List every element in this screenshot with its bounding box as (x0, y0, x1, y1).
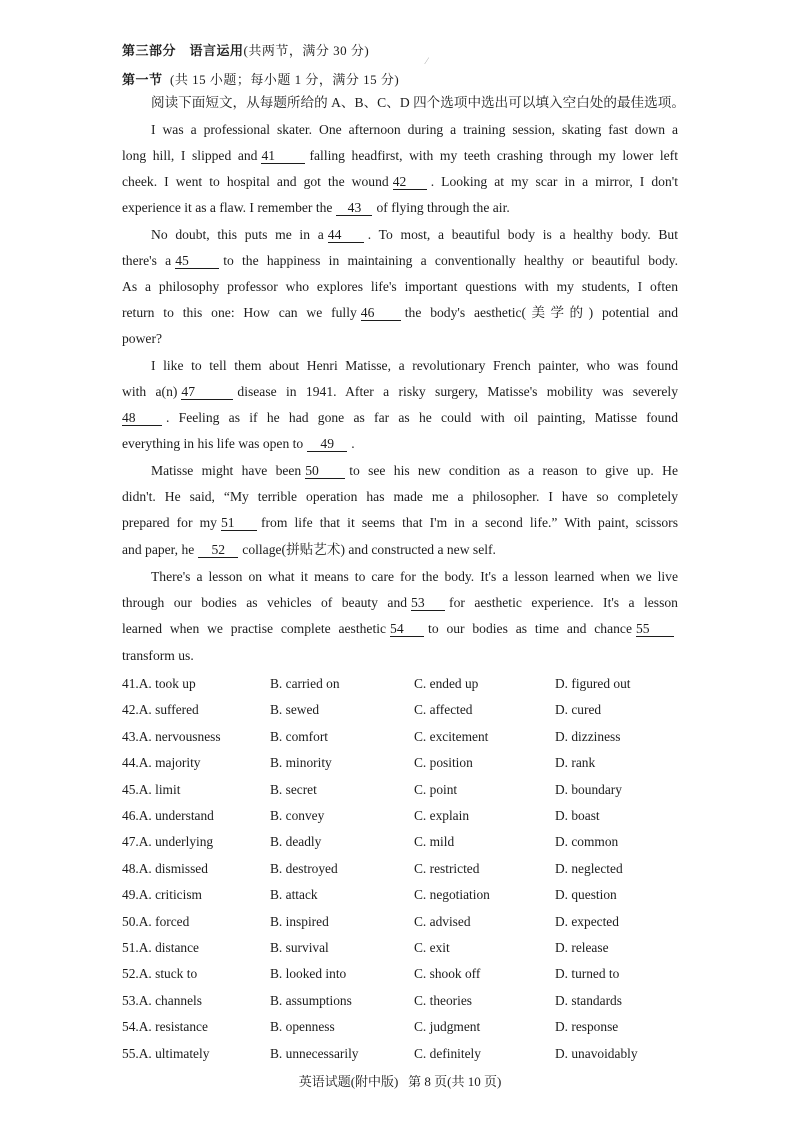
option-d: D. unavoidably (555, 1045, 638, 1061)
blank-46: 46 (361, 305, 401, 321)
option-row (122, 861, 722, 879)
option-text: A. took up (138, 676, 196, 691)
option-d: D. neglected (555, 860, 623, 876)
blank-45: 45 (175, 253, 219, 269)
option-c: C. exit (414, 940, 450, 955)
option-c: C. point (414, 781, 458, 797)
blank-49: 49 (307, 436, 347, 452)
blank-51: 51 (221, 515, 257, 531)
p5-line2 (122, 594, 678, 612)
option-b: B. carried on (270, 676, 340, 691)
option-b: B. looked into (270, 966, 347, 982)
text: everything in his life was open to (122, 436, 304, 451)
option-text: A. underlying (138, 834, 214, 850)
option-b: B. destroyed (270, 860, 338, 876)
question-number: 44. (122, 755, 139, 771)
option-a (122, 1019, 208, 1035)
p1-line3 (122, 173, 678, 191)
option-d: D. release (555, 940, 609, 955)
footer-page: 第 8 页(共 10 页) (408, 1074, 502, 1089)
option-text: A. majority (138, 755, 201, 771)
option-d: D. standards (555, 992, 622, 1008)
option-text: A. criticism (138, 887, 202, 903)
p1-line1: I was a professional skater. One afternoon during a training session, skating fast down a (151, 122, 678, 137)
part-heading (122, 40, 369, 59)
option-text: A. ultimately (138, 1045, 210, 1061)
option-c: C. definitely (414, 1045, 481, 1061)
text: learned when we practise complete aesthetic (122, 621, 387, 636)
option-a (122, 702, 199, 718)
option-row (122, 729, 722, 747)
option-c: C. negotiation (414, 887, 490, 903)
text: to the happiness in maintaining a conventionally healthy or beautiful body. (223, 253, 678, 268)
option-d: D. turned to (555, 966, 620, 982)
option-c: C. advised (414, 913, 471, 929)
text: cheek. I went to hospital and got the wound (122, 174, 389, 189)
option-row (122, 808, 722, 826)
option-row (122, 966, 722, 984)
option-b: B. minority (270, 755, 332, 771)
footer-subject: 英语试题(附中版) (298, 1074, 399, 1089)
option-a (122, 940, 199, 956)
option-c: C. explain (414, 808, 470, 823)
option-text: A. distance (138, 940, 199, 955)
text: falling headfirst, with my teeth crashing through my lower left (309, 148, 678, 163)
page-footer (0, 1071, 800, 1090)
question-number: 46. (122, 808, 139, 823)
option-c: C. mild (414, 834, 455, 850)
option-d: D. common (555, 834, 619, 850)
option-b: B. secret (270, 781, 317, 797)
option-a (122, 676, 196, 692)
p3-line2 (122, 383, 678, 401)
text: of flying through the air. (376, 200, 510, 215)
option-a (122, 887, 202, 903)
option-row (122, 755, 722, 773)
option-c: C. excitement (414, 728, 489, 744)
text: disease in 1941. After a risky surgery, Matisse's mobility was severely (237, 384, 678, 399)
question-number: 54. (122, 1019, 139, 1035)
question-number: 45. (122, 781, 139, 797)
section-heading (122, 69, 399, 88)
option-d: D. dizziness (555, 728, 621, 744)
option-a (122, 861, 208, 877)
option-d: D. cured (555, 702, 602, 718)
text: No doubt, this puts me in a (151, 227, 324, 242)
option-b: B. comfort (270, 728, 329, 744)
p4-line3 (122, 514, 678, 532)
text: to our bodies as time and chance (428, 621, 632, 636)
p2-line1 (151, 226, 678, 244)
text: collage(拼贴艺术) and constructed a new self. (242, 542, 496, 557)
text: long hill, I slipped and (122, 148, 258, 163)
question-number: 47. (122, 834, 139, 850)
scan-mark: ⁄ (426, 56, 428, 66)
question-number: 41. (122, 676, 139, 691)
blank-43: 43 (336, 200, 372, 216)
text: for aesthetic experience. It's a lesson (449, 595, 678, 610)
option-row (122, 834, 722, 852)
option-a (122, 1046, 209, 1062)
option-a (122, 966, 197, 982)
option-b: B. sewed (270, 702, 320, 718)
text: there's a (122, 253, 172, 268)
p3-line3 (122, 409, 678, 427)
option-b: B. attack (270, 887, 318, 903)
text: the body's aesthetic(美学的) potential and (404, 305, 678, 320)
question-number: 51. (122, 940, 139, 955)
option-b: B. deadly (270, 834, 322, 850)
p2-line5: power? (122, 331, 163, 346)
part-title: 第三部分 语言运用 (122, 43, 244, 58)
section-note: (共 15 小题；每小题 1 分，满分 15 分) (170, 72, 400, 87)
p3-line4 (122, 435, 678, 453)
text: return to this one: How can we fully (122, 305, 357, 320)
text: to see his new condition as a reason to give up. He (349, 463, 678, 478)
blank-52: 52 (198, 542, 238, 558)
p2-line4 (122, 304, 678, 322)
question-number: 48. (122, 860, 139, 876)
option-text: A. nervousness (138, 728, 221, 744)
option-c: C. theories (414, 992, 473, 1008)
question-number: 42. (122, 702, 139, 718)
text: through our bodies as vehicles of beauty and (122, 595, 408, 610)
option-b: B. inspired (270, 913, 329, 929)
option-text: A. dismissed (138, 860, 208, 876)
p4-line1 (151, 462, 678, 480)
option-row (122, 940, 722, 958)
question-number: 49. (122, 887, 139, 903)
section-title: 第一节 (122, 72, 163, 87)
question-number: 43. (122, 728, 139, 744)
option-b: B. assumptions (270, 992, 352, 1008)
option-a (122, 729, 221, 745)
question-number: 55. (122, 1045, 139, 1061)
p5-line3 (122, 620, 678, 638)
p4-line4 (122, 541, 678, 559)
text: with a(n) (122, 384, 178, 399)
text: prepared for my (122, 515, 217, 530)
blank-47: 47 (181, 384, 233, 400)
option-row (122, 1046, 722, 1064)
text: . To most, a beautiful body is a healthy body. But (367, 227, 678, 242)
blank-54: 54 (390, 621, 424, 637)
p5-line1: There's a lesson on what it means to care for the body. It's a lesson learned when we live (151, 569, 678, 584)
text: from life that it seems that I'm in a second life.” With paint, scissors (260, 515, 678, 530)
text: . (351, 436, 355, 451)
part-note: (共两节，满分 30 分) (243, 43, 370, 58)
option-b: B. survival (270, 940, 329, 955)
option-c: C. shook off (414, 966, 481, 982)
option-d: D. boundary (555, 781, 622, 797)
option-row (122, 1019, 722, 1037)
blank-55: 55 (636, 621, 674, 637)
question-number: 50. (122, 913, 139, 929)
blank-42: 42 (393, 174, 427, 190)
option-a (122, 993, 202, 1009)
option-text: A. limit (138, 781, 181, 797)
option-row (122, 782, 722, 800)
text: experience it as a flaw. I remember the (122, 200, 333, 215)
blank-44: 44 (328, 227, 364, 243)
option-text: A. resistance (138, 1019, 208, 1035)
blank-48: 48 (122, 410, 162, 426)
option-c: C. judgment (414, 1019, 481, 1035)
option-a (122, 808, 214, 824)
question-number: 53. (122, 992, 139, 1008)
option-b: B. openness (270, 1019, 335, 1035)
text: Matisse might have been (151, 463, 302, 478)
instructions: 阅读下面短文，从每题所给的 A、B、C、D 四个选项中选出可以填入空白处的最佳选项。 (151, 95, 685, 110)
option-row (122, 914, 722, 932)
text: . Looking at my scar in a mirror, I don't (430, 174, 678, 189)
option-d: D. figured out (555, 676, 631, 691)
p1-line2 (122, 147, 678, 165)
option-text: A. forced (138, 913, 190, 929)
option-d: D. boast (555, 808, 600, 823)
p4-line2: didn't. He said, “My terrible operation has made me a philosopher. I have so completely (122, 489, 678, 504)
option-row (122, 702, 722, 720)
option-text: A. stuck to (138, 966, 198, 982)
p5-line4: transform us. (122, 648, 194, 663)
text: . Feeling as if he had gone as far as he could with oil painting, Matisse found (166, 410, 678, 425)
option-text: A. suffered (138, 702, 199, 718)
question-number: 52. (122, 966, 139, 982)
p2-line3: As a philosophy professor who explores life's important questions with my students, I often (122, 279, 678, 294)
option-a (122, 755, 201, 771)
option-a (122, 914, 189, 930)
option-d: D. rank (555, 755, 596, 771)
option-d: D. response (555, 1019, 619, 1035)
option-row (122, 993, 722, 1011)
option-row (122, 676, 722, 694)
option-a (122, 782, 180, 798)
option-b: B. convey (270, 808, 325, 823)
p1-line4 (122, 199, 678, 217)
p2-line2 (122, 252, 678, 270)
option-b: B. unnecessarily (270, 1045, 359, 1061)
option-d: D. expected (555, 913, 619, 929)
option-c: C. restricted (414, 860, 480, 876)
option-text: A. understand (138, 808, 214, 823)
blank-50: 50 (305, 463, 345, 479)
text: and paper, he (122, 542, 195, 557)
blank-53: 53 (411, 595, 445, 611)
option-text: A. channels (138, 992, 202, 1008)
option-c: C. ended up (414, 676, 479, 691)
blank-41: 41 (261, 148, 305, 164)
option-c: C. position (414, 755, 473, 771)
option-c: C. affected (414, 702, 473, 718)
option-d: D. question (555, 887, 617, 903)
option-a (122, 834, 213, 850)
option-row (122, 887, 722, 905)
p3-line1: I like to tell them about Henri Matisse, a revolutionary French painter, who was found (151, 358, 678, 373)
